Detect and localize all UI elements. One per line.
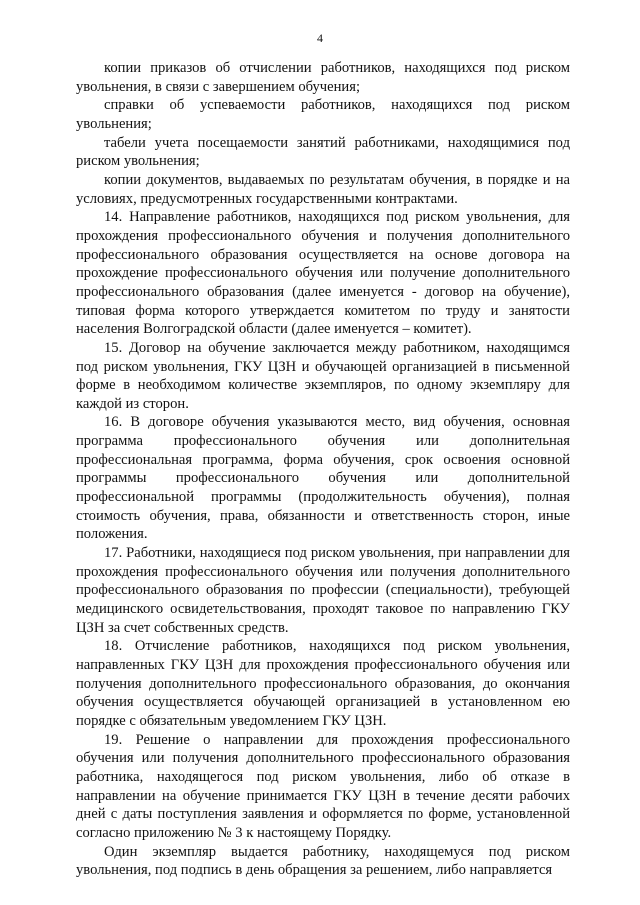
paragraph-15: 15. Договор на обучение заключается между работником, находящимся под риском увольнения, ГКУ ЦЗН и обучающей организацией в письменной форме в необходимом количестве экземпляров, по одному экземпляру для каждой из сторон.: [76, 339, 570, 412]
paragraph-18: 18. Отчисление работников, находящихся под риском увольнения, направленных ГКУ ЦЗН для прохождения профессионального обучения или получения дополнительного профессионального образования, до окончания обучения осуществляется обучающей организацией в установленном ею порядке с обязательным уведомлением ГКУ ЦЗН.: [76, 638, 570, 729]
paragraph-17: 17. Работники, находящиеся под риском увольнения, при направлении для прохождения профессионального обучения или получения дополнительного профессионального образования по профессии (специальности), требующей медицинского освидетельствования, проходят таковое по направлению ГКУ ЦЗН за счет собственных средств.: [76, 545, 570, 636]
paragraph: справки об успеваемости работников, находящихся под риском увольнения;: [76, 97, 570, 132]
paragraph: копии документов, выдаваемых по результатам обучения, в порядке и на условиях, предусмотренных государственными контрактами.: [76, 171, 570, 207]
paragraph-14: 14. Направление работников, находящихся под риском увольнения, для прохождения профессионального обучения и получения дополнительного профессионального образования осуществляется на основе договора на прохождение профессионального обучения или получение дополнительного профессионального образования (далее именуется - договор на обучение), типовая форма которого утверждается комитетом по труду и занятости населения Волгоградской области (далее именуется – комитет).: [76, 209, 570, 338]
paragraph: копии приказов об отчислении работников, находящихся под риском увольнения, в связи с завершением обучения;: [76, 60, 570, 95]
paragraph-19: 19. Решение о направлении для прохождения профессионального обучения или получения дополнительного профессионального образования работника, находящегося под риском увольнения, либо об отказе в направлении на обучение принимается ГКУ ЦЗН в течение десяти рабочих дней с даты поступления заявления и оформляется по форме, установленной согласно приложению № 3 к настоящему Порядку.: [76, 731, 570, 841]
document-body: [76, 59, 570, 880]
paragraph-continuation: Один экземпляр выдается работнику, находящемуся под риском увольнения, под подпись в день обращения за решением, либо направляется: [76, 843, 570, 879]
paragraph-16: 16. В договоре обучения указываются место, вид обучения, основная программа профессионального обучения или дополнительная профессиональная программа, форма обучения, срок освоения основной программы профессионального обучения или дополнительной профессиональной программы (продолжительность обучения), полная стоимость обучения, права, обязанности и ответственность сторон, иные положения.: [76, 414, 570, 543]
page-number: 4: [317, 31, 323, 45]
paragraph: табели учета посещаемости занятий работниками, находящимися под риском увольнения;: [76, 134, 570, 170]
